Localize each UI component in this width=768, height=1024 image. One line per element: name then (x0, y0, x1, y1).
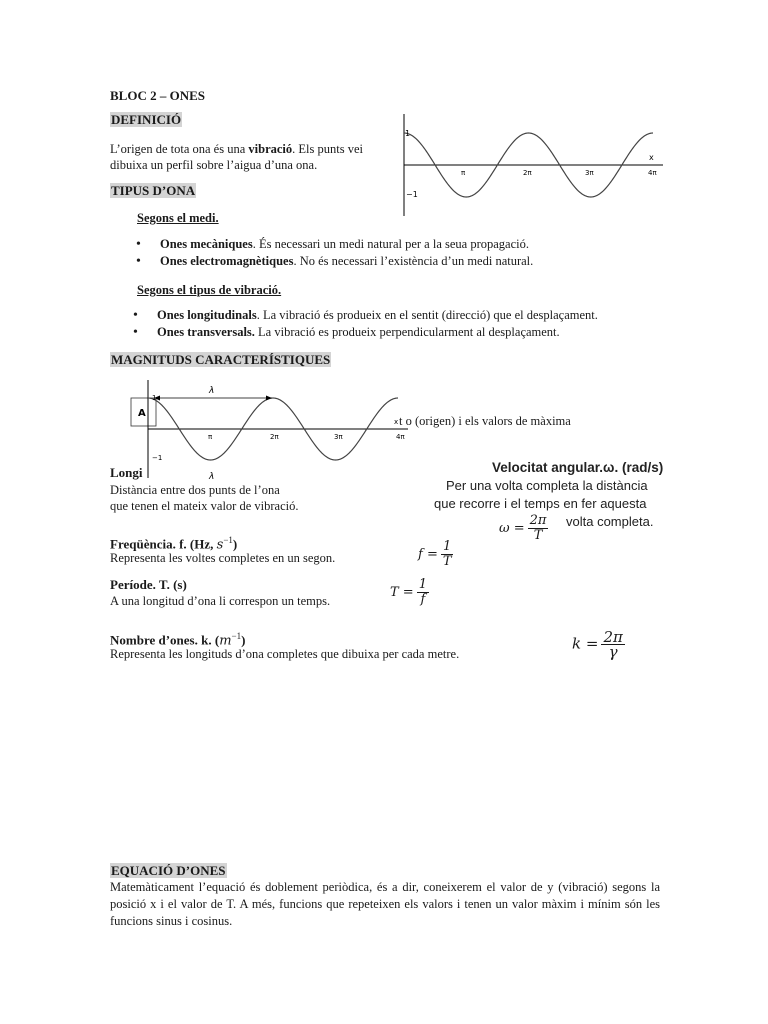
definicio-heading: DEFINICIÓ (111, 112, 182, 127)
segons-vibracio-label: Segons el tipus de vibració. (137, 283, 282, 297)
omega-formula: ω = $\frac{2\pi}{T}$ (499, 513, 547, 543)
x-tick-pi: π (208, 433, 213, 441)
frequencia-text: Representa les voltes completes en un segon. (110, 551, 336, 565)
arrow-head-right (266, 396, 272, 401)
wavelength-graph (130, 378, 410, 482)
definicio-line-2: dibuixa un perfil sobre l’aigua d’una ona. (110, 158, 318, 172)
equacio-heading: EQUACIÓ D’ONES (111, 863, 226, 878)
velocitat-line-1: Per una volta completa la distància (446, 478, 648, 493)
magnituds-heading: MAGNITUDS CARACTERÍSTIQUES (111, 352, 331, 367)
x-tick-3pi: 3π (334, 433, 343, 441)
x-tick-2pi: 2π (270, 433, 279, 441)
equacio-paragraph: Matemàticament l’equació és doblement periòdica, és a dir, coneixerem el valor de y (vibració) segons la posició x i el valor de T. A més, funcions que repeteixen els valors i tenen un valor màxim i mínim són les funcions sinus i cosinus. (110, 880, 660, 928)
x-axis-label: x (649, 153, 654, 162)
velocitat-line-2: que recorre i el temps en fer aquesta (434, 496, 647, 511)
longitud-line-1: Distància entre dos punts de l’ona (110, 483, 280, 497)
longitud-line-2: que tenen el mateix valor de vibració. (110, 499, 299, 513)
periode-text: A una longitud d’ona li correspon un temps. (110, 594, 331, 608)
y-tick-minus-1: −1 (406, 190, 418, 199)
list-item: • Ones longitudinals. La vibració és produeix en el sentit (direcció) que el desplaçament. (133, 307, 598, 324)
y-tick-1: 1 (405, 129, 411, 138)
longitud-heading: Longi (110, 465, 143, 480)
list-item: • Ones electromagnètiques. No és necessari l’existència d’un medi natural. (136, 253, 533, 270)
x-axis-label: x (394, 418, 399, 426)
lambda-bottom-label: λ (209, 472, 215, 482)
definicio-line-1: L’origen de tota ona és una vibració. Els punts vei (110, 142, 363, 156)
list-item: • Ones transversals. La vibració es produeix perpendicularment al desplaçament. (133, 324, 598, 341)
y-tick-minus-1: −1 (152, 454, 163, 462)
period-formula: T = $\frac{1}{f}$ (390, 577, 427, 607)
y-tick-1: 1 (152, 394, 157, 402)
nombre-ones-text: Representa les longituds d’ona completes que dibuixa per cada metre. (110, 647, 460, 661)
tipus-heading: TIPUS D’ONA (111, 183, 196, 198)
periode-heading: Període. T. (s) (110, 577, 187, 592)
frequencia-heading: Freqüència. f. (Hz, $s^{-1}$) (110, 535, 238, 553)
frequency-formula: f = $\frac{1}{T}$ (418, 539, 452, 569)
x-tick-4pi: 4π (648, 169, 657, 177)
amplitude-text: t o (origen) i els valors de màxima (399, 414, 571, 428)
wave-number-formula: k = $\frac{2\pi}{\gamma}$ (572, 628, 623, 661)
x-tick-3pi: 3π (585, 169, 594, 177)
amplitude-label: A (138, 408, 146, 419)
page-title: BLOC 2 – ONES (110, 88, 205, 103)
velocitat-heading: Velocitat angular.ω. (rad/s) (492, 460, 664, 475)
nombre-ones-heading: Nombre d’ones. k. $(m^{-1})$ (110, 631, 246, 649)
lambda-top-label: λ (209, 386, 215, 396)
list-item: • Ones mecàniques. És necessari un medi natural per a la seua propagació. (136, 236, 533, 253)
vibracio-list (133, 307, 598, 341)
segons-medi-label: Segons el medi. (137, 211, 219, 225)
x-tick-4pi: 4π (396, 433, 405, 441)
x-tick-2pi: 2π (523, 169, 532, 177)
x-tick-pi: π (461, 169, 466, 177)
velocitat-line-3: volta completa. (566, 514, 654, 529)
sine-wave-graph (395, 112, 665, 218)
medi-list (136, 236, 533, 270)
